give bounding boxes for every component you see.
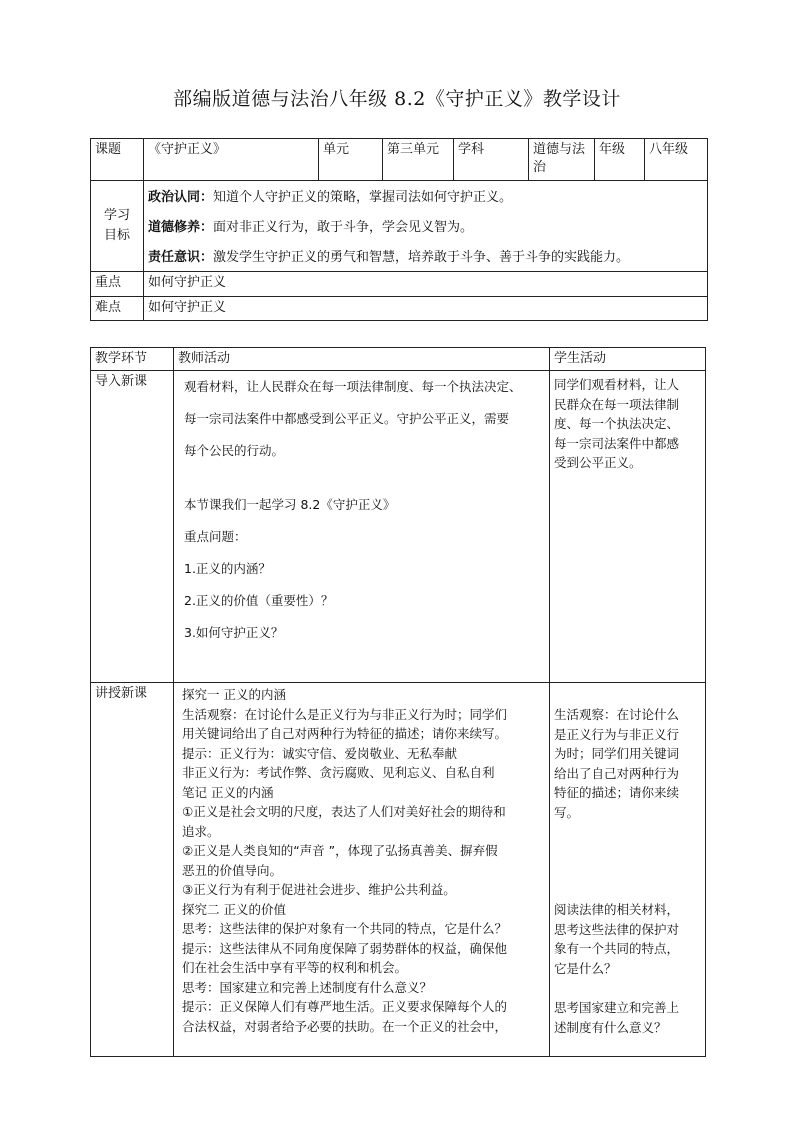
text-line: 2.正义的价值（重要性）？: [184, 593, 334, 608]
text-line: 观看材料，让人民群众在每一项法律制度、每一个执法决定、: [184, 379, 522, 394]
text-line: 是正义行为与非正义行: [554, 726, 680, 742]
text-line: 同学们观看材料，让人: [554, 377, 680, 392]
label-subject: 学科: [454, 139, 529, 181]
text-line: 用关键词给出了自己对两种行为特征的描述；请你来续写。: [182, 726, 508, 741]
text-line: 笔记 正义的内涵: [182, 784, 274, 800]
header-student: 学生活动: [550, 348, 706, 371]
objective-item: [148, 189, 703, 207]
text-line: 追求。: [182, 823, 220, 839]
lecture-teacher-activity: [174, 683, 550, 1057]
grade-value: 八年级: [645, 139, 708, 181]
header-stage: 教学环节: [91, 348, 174, 371]
key-value: 如何守护正义: [144, 272, 708, 297]
text-line: 每一宗司法案件中都感受到公平正义。守护公平正义，需要: [184, 411, 510, 426]
objective-head: 责任意识：: [148, 250, 214, 265]
text-line: 合法权益，对弱者给予必要的扶助。在一个正义的社会中，: [182, 1018, 508, 1034]
text-line: ③正义行为有利于促进社会进步、维护公共利益。: [182, 882, 456, 897]
text-line: 为时；同学们用关键词: [554, 746, 680, 761]
objectives-cell: [144, 181, 708, 272]
text-line: 给出了自己对两种行为: [554, 765, 680, 781]
text-line: 本节课我们一起学习 8.2《守护正义》: [184, 497, 396, 512]
text-line: 思考国家建立和完善上: [554, 1000, 680, 1015]
text-line: 度、每一个执法决定、: [554, 416, 680, 431]
text-line: 提示：正义行为：诚实守信、爱岗敬业、无私奉献: [182, 745, 458, 761]
text-line: 生活观察：在讨论什么是正义行为与非正义行为时；同学们: [182, 706, 508, 722]
text-line: 写。: [554, 804, 580, 820]
text-line: 重点问题：: [184, 529, 247, 544]
header-teacher: 教师活动: [174, 348, 550, 371]
label-objectives: [91, 181, 144, 272]
text-line: ②正义是人类良知的“声音 ”，体现了弘扬真善美、摒弃假: [182, 843, 498, 858]
objective-head: 政治认同：: [148, 190, 214, 205]
text-line: 们在社会生活中享有平等的权利和机会。: [182, 960, 408, 975]
text-line: 它是什么？: [554, 960, 617, 976]
text-line: ①正义是社会文明的尺度，表达了人们对美好社会的期待和: [182, 804, 506, 819]
objective-text: 激发学生守护正义的勇气和智慧，培养敢于斗争、善于斗争的实践能力。: [213, 250, 630, 265]
intro-teacher-activity: [174, 371, 550, 683]
label-topic: 课题: [91, 139, 144, 181]
topic-value: 《守护正义》: [144, 139, 319, 181]
label-objectives-text: 学习目标: [103, 208, 130, 243]
objective-item: [148, 249, 703, 267]
text-line: 探究二 正义的价值: [182, 901, 286, 917]
subject-value: 道德与法治: [529, 139, 595, 181]
text-line: 提示：这些法律从不同角度保障了弱势群体的权益，确保他: [182, 940, 508, 956]
text-line: 3.如何守护正义？: [184, 625, 284, 640]
text-line: 提示：正义保障人们有尊严地生活。正义要求保障每个人的: [182, 999, 508, 1014]
stage-intro: 导入新课: [91, 371, 174, 683]
text-line: 每个公民的行动。: [184, 443, 285, 458]
page-title: 部编版道德与法治八年级 8.2《守护正义》教学设计: [173, 88, 621, 110]
text-line: 1.正义的内涵？: [184, 561, 271, 576]
text-line: 象有一个共同的特点，: [554, 941, 680, 956]
objective-text: 知道个人守护正义的策略，掌握司法如何守护正义。: [213, 190, 513, 205]
text-line: 非正义行为：考试作弊、贪污腐败、见利忘义、自私自利: [182, 765, 495, 780]
label-grade: 年级: [595, 139, 645, 181]
text-line: 受到公平正义。: [554, 455, 642, 470]
teaching-process-table: [90, 347, 706, 1057]
text-line: 特征的描述；请你来续: [554, 785, 680, 800]
text-line: 民群众在每一项法律制: [554, 396, 680, 412]
lecture-student-activity: [550, 683, 706, 1057]
text-line: 生活观察：在讨论什么: [554, 707, 680, 722]
label-unit: 单元: [319, 139, 383, 181]
label-difficult: 难点: [91, 297, 144, 321]
course-info-table: [90, 138, 708, 321]
text-line: 思考这些法律的保护对: [554, 921, 680, 937]
text-line: 每一宗司法案件中都感: [554, 435, 680, 451]
unit-value: 第三单元: [383, 139, 454, 181]
text-line: 探究一 正义的内涵: [182, 687, 286, 702]
text-line: 思考：这些法律的保护对象有一个共同的特点，它是什么？: [182, 921, 508, 936]
intro-student-activity: [550, 371, 706, 683]
stage-lecture: 讲授新课: [91, 683, 174, 1057]
text-line: 阅读法律的相关材料，: [554, 902, 680, 917]
text-line: 恶丑的价值导向。: [182, 862, 283, 878]
text-line: 述制度有什么意义？: [554, 1019, 667, 1035]
label-key: 重点: [91, 272, 144, 297]
objective-head: 道德修养：: [148, 220, 214, 235]
text-line: 思考：国家建立和完善上述制度有什么意义？: [182, 979, 433, 995]
difficult-value: 如何守护正义: [144, 297, 708, 321]
objective-item: [148, 219, 703, 237]
objective-text: 面对非正义行为，敢于斗争，学会见义智为。: [213, 220, 474, 235]
